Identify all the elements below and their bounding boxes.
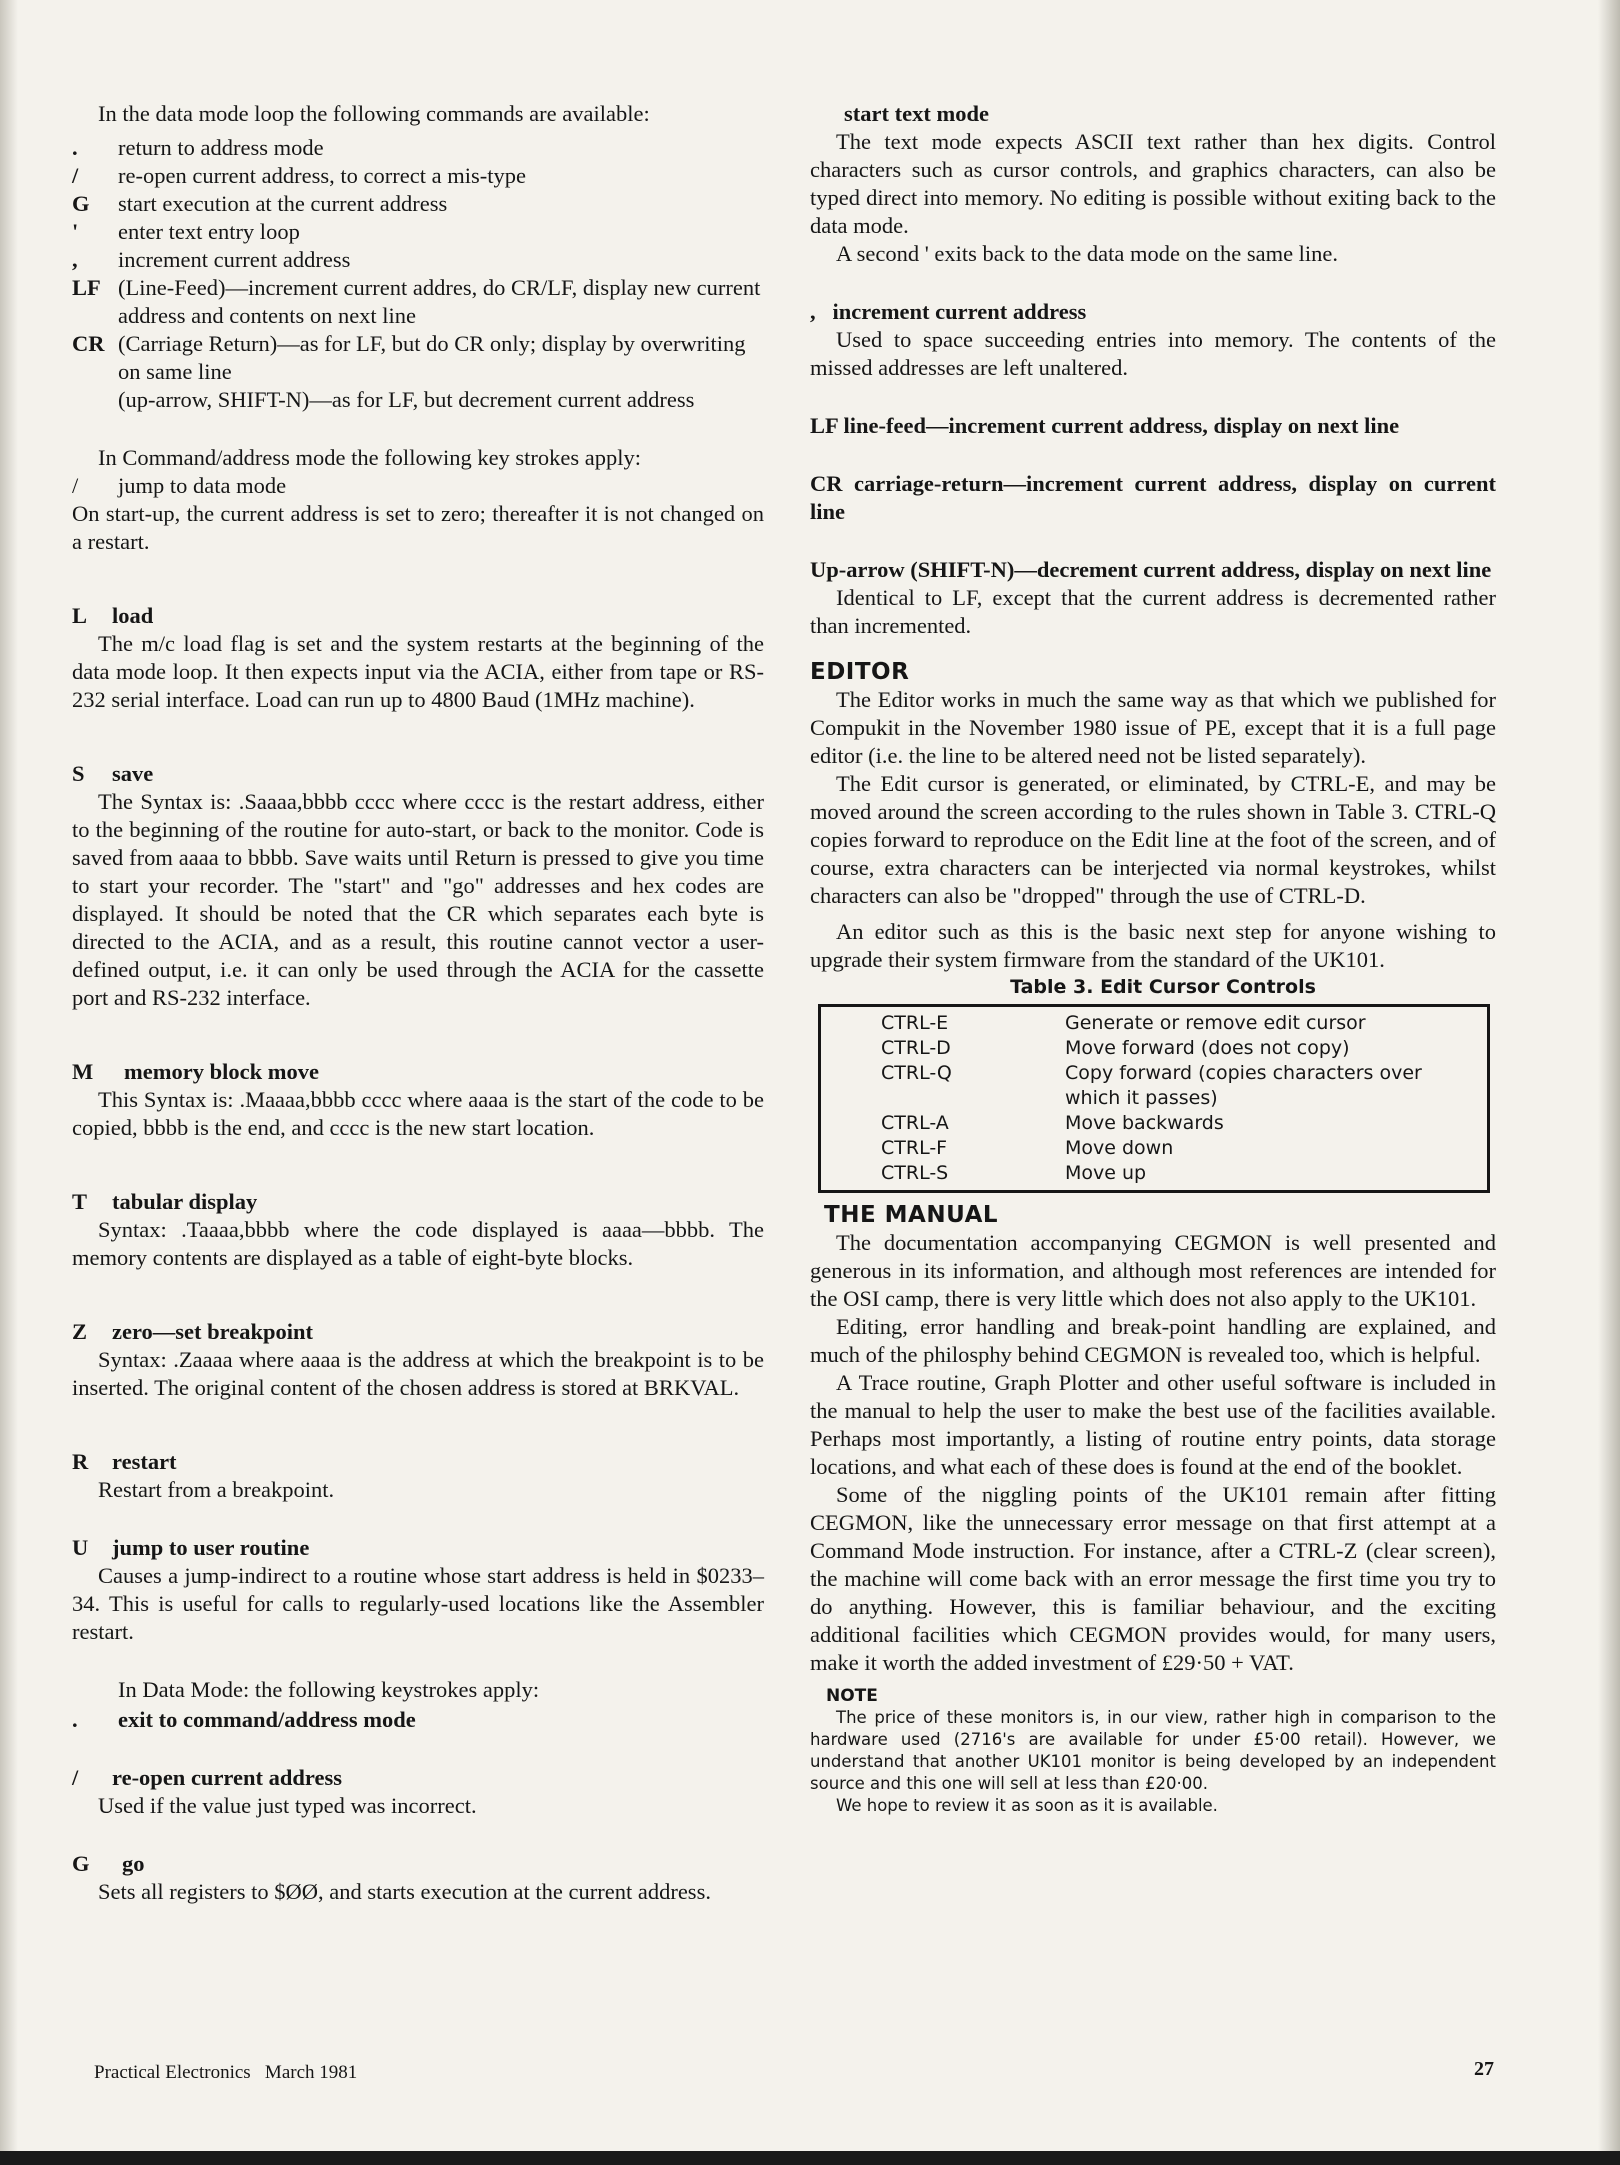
command-row (72, 472, 764, 500)
table-row: CTRL-E Generate or remove edit cursor (881, 1012, 1366, 1034)
command-desc: re-open current address, to correct a mis-type (118, 163, 526, 188)
command-key: ' (72, 219, 79, 244)
command-key: . (72, 135, 78, 160)
entry-heading: M memory block move (72, 1059, 319, 1084)
entry-heading: U jump to user routine (72, 1535, 310, 1560)
command-key: CR (72, 331, 105, 356)
editor-heading: EDITOR (810, 659, 910, 685)
entry-heading: T tabular display (72, 1189, 258, 1214)
command-key: LF (72, 275, 101, 300)
command-row (72, 134, 764, 162)
note-heading: NOTE (826, 1686, 878, 1706)
command-desc: jump to data mode (118, 473, 287, 498)
command-desc: start execution at the current address (118, 191, 448, 216)
entry-heading: . exit to command/address mode (72, 1707, 416, 1732)
command-desc: (up-arrow, SHIFT-N)—as for LF, but decrement current address (118, 387, 695, 412)
editor-paragraph: An editor such as this is the basic next step for anyone wishing to upgrade their system firmware from the standard of the UK101. (810, 919, 1496, 972)
entry-text: Sets all registers to $ØØ, and starts execution at the current address. (98, 1879, 711, 1904)
entry-text: The m/c load flag is set and the system restarts at the beginning of the data mode loop. It then expects input via the ACIA, either from tape or RS-232 serial interface. Load can run up to 4800 Baud (1MHz machine). (72, 631, 764, 712)
command-row (72, 190, 764, 218)
left-column (72, 100, 764, 1906)
command-key: G (72, 191, 90, 216)
command-key: / (72, 163, 79, 188)
entry-text: The Syntax is: .Saaaa,bbbb cccc where cccc is the restart address, either to the beginning of the routine for auto-start, or back to the monitor. Code is saved from aaaa to bbbb. Save waits until Return is pressed to give you time to start your recorder. The "start" and "go" addresses and hex codes are displayed. It should be noted that the CR which separates each byte is directed to the ACIA, and as a result, this routine cannot vector a user-defined output, i.e. it can only be used through the ACIA for the cassette port and RS-232 interface. (72, 789, 764, 1010)
command-desc: increment current address (118, 247, 351, 272)
entry-text: Syntax: .Zaaaa where aaaa is the address at which the breakpoint is to be inserted. The original content of the chosen address is stored at BRKVAL. (72, 1347, 764, 1400)
increment-paragraph: Used to space succeeding entries into memory. The contents of the missed addresses are left unaltered. (810, 327, 1496, 380)
entry-heading: S save (72, 761, 154, 786)
entry-heading: Z zero—set breakpoint (72, 1319, 314, 1344)
publication-footer: Practical Electronics March 1981 (94, 2062, 358, 2083)
command-desc: (Carriage Return)—as for LF, but do CR only; display by overwriting on same line (118, 331, 746, 384)
command-row (72, 274, 764, 330)
entry-text: This Syntax is: .Maaaa,bbbb cccc where aaaa is the start of the code to be copied, bbbb is the end, and cccc is the new start location. (72, 1087, 764, 1140)
command-mode-intro: In Command/address mode the following key strokes apply: (98, 445, 642, 470)
lf-heading: LF line-feed—increment current address, display on next line (810, 413, 1400, 438)
increment-heading: , increment current address (810, 299, 1087, 324)
manual-paragraph: Editing, error handling and break-point handling are explained, and much of the philosphy behind CEGMON is revealed too, which is helpful. (810, 1314, 1496, 1367)
entry-heading: L load (72, 603, 154, 628)
command-key: / (72, 473, 79, 498)
command-row (72, 386, 764, 414)
data-mode-intro-2: In Data Mode: the following keystrokes apply: (118, 1677, 540, 1702)
page-number: 27 (1474, 2058, 1494, 2080)
editor-paragraph: The Editor works in much the same way as that which we published for Compukit in the November 1980 issue of PE, except that it is a full page editor (i.e. the line to be altered need not be listed separately). (810, 687, 1496, 768)
text-mode-heading: start text mode (844, 101, 989, 126)
command-row (72, 330, 764, 386)
table-row: CTRL-Q Copy forward (copies characters over which it passes) (881, 1062, 1422, 1109)
entry-heading: / re-open current address (72, 1765, 342, 1790)
manual-paragraph: A Trace routine, Graph Plotter and other useful software is included in the manual to help the user to make the best use of the facilities available. Perhaps most importantly, a listing of routine entry points, data storage locations, and what each of these does is found at the end of the booklet. (810, 1370, 1496, 1479)
page-edge-right (1598, 0, 1620, 2165)
page-edge-left (0, 0, 18, 2165)
command-desc: (Line-Feed)—increment current addres, do CR/LF, display new current address and contents on next line (118, 275, 761, 328)
data-mode-command-list (72, 134, 764, 414)
startup-note: On start-up, the current address is set to zero; thereafter it is not changed on a restart. (72, 501, 764, 554)
table-row: CTRL-F Move down (881, 1137, 1174, 1159)
data-mode-intro: In the data mode loop the following commands are available: (98, 101, 650, 126)
entry-heading: G go (72, 1851, 145, 1876)
command-desc: enter text entry loop (118, 219, 300, 244)
entry-heading: R restart (72, 1449, 177, 1474)
note-paragraph: We hope to review it as soon as it is available. (836, 1796, 1218, 1815)
editor-paragraph: The Edit cursor is generated, or eliminated, by CTRL-E, and may be moved around the screen according to the rules shown in Table 3. CTRL-Q copies forward to reproduce on the Edit line at the foot of the screen, and of course, extra characters can be interjected via normal keystrokes, whilst characters can also be "dropped" through the use of CTRL-D. (810, 771, 1496, 908)
page-bottom-edge (0, 2151, 1620, 2165)
command-row (72, 218, 764, 246)
text-mode-paragraph: A second ' exits back to the data mode on the same line. (836, 241, 1339, 266)
entry-text: Used if the value just typed was incorrect. (98, 1793, 477, 1818)
text-mode-paragraph: The text mode expects ASCII text rather than hex digits. Control characters such as cursor controls, and graphics characters, can also be typed direct into memory. No editing is possible without exiting back to the data mode. (810, 129, 1496, 238)
command-key: , (72, 247, 78, 272)
entry-text: Causes a jump-indirect to a routine whose start address is held in $0233–34. This is useful for calls to regularly-used locations like the Assembler restart. (72, 1563, 764, 1644)
manual-paragraph: Some of the niggling points of the UK101 remain after fitting CEGMON, like the unnecessary error message on that first attempt at a Command Mode instruction. For instance, after a CTRL-Z (clear screen), the machine will come back with an error message the first time you try to do anything. However, this is familiar behaviour, and the exciting additional facilities which CEGMON provides would, for many users, make it worth the added investment of £29·50 + VAT. (810, 1482, 1496, 1675)
right-column (810, 100, 1496, 1817)
manual-paragraph: The documentation accompanying CEGMON is well presented and generous in its information, and although most references are intended for the OSI camp, there is very little which does not also apply to the UK101. (810, 1230, 1496, 1311)
up-arrow-paragraph: Identical to LF, except that the current address is decremented rather than incremented. (810, 585, 1496, 638)
entry-text: Syntax: .Taaaa,bbbb where the code displayed is aaaa—bbbb. The memory contents are displayed as a table of eight-byte blocks. (72, 1217, 764, 1270)
command-row (72, 246, 764, 274)
entry-text: Restart from a breakpoint. (98, 1477, 335, 1502)
cr-heading: CR carriage-return—increment current address, display on current line (810, 471, 1496, 524)
table-row: CTRL-A Move backwards (881, 1112, 1224, 1134)
command-row (72, 162, 764, 190)
edit-cursor-table (818, 1004, 1490, 1193)
command-desc: return to address mode (118, 135, 324, 160)
table-row: CTRL-S Move up (881, 1162, 1147, 1184)
manual-heading: THE MANUAL (824, 1202, 999, 1228)
table-title: Table 3. Edit Cursor Controls (1010, 976, 1316, 998)
note-paragraph: The price of these monitors is, in our view, rather high in comparison to the hardware used (2716's are available for under £5·00 retail). However, we understand that another UK101 monitor is being developed by an independent source and this one will sell at less than £20·00. (810, 1708, 1496, 1793)
up-arrow-heading: Up-arrow (SHIFT-N)—decrement current address, display on next line (810, 557, 1492, 582)
table-row: CTRL-D Move forward (does not copy) (881, 1037, 1350, 1059)
